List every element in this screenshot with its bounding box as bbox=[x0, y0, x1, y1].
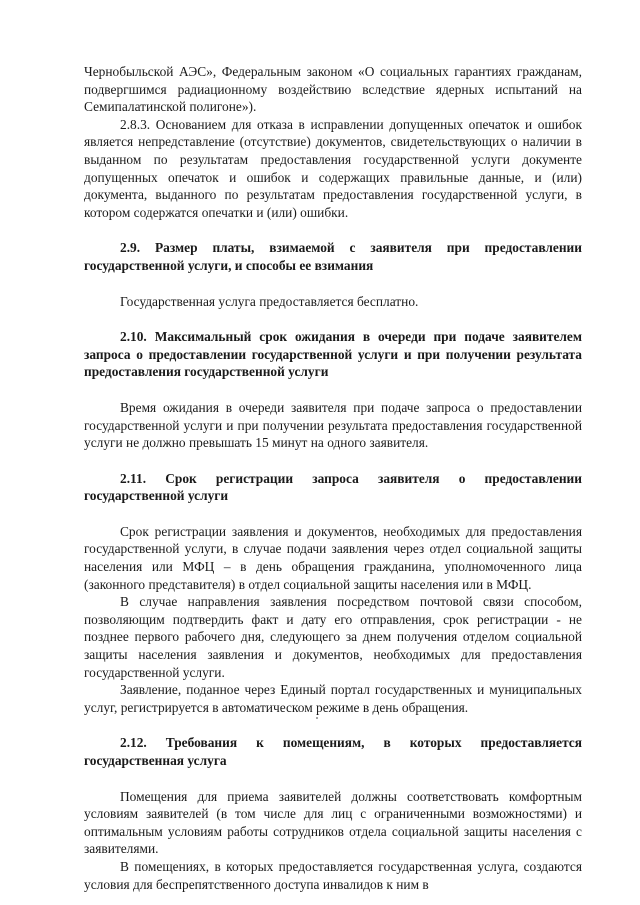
paragraph-2-8-3: 2.8.3. Основанием для отказа в исправлении допущенных опечаток и ошибок является непредставление (отсутствие) документов, свидетельствующих о наличии в выданном по результатам предоставления государственной услуги документе допущенных опечаток и ошибок и содержащих правильные данные, и (или) документа, выданного по результатам предоставления государственной услуги, в котором содержатся опечатки и (или) ошибки. bbox=[84, 116, 582, 220]
paragraph-premises-comfort: Помещения для приема заявителей должны соответствовать комфортным условиям заявителей (в том числе для лиц с ограниченными возможностями) и оптимальным условиям работы сотрудников отдела социальной защиты населения с заявителями. bbox=[84, 788, 582, 857]
heading-2-9: 2.9. Размер платы, взимаемой с заявителя при предоставлении государственной услуги, и способы ее взимания bbox=[84, 240, 582, 273]
paragraph-continuation: Чернобыльской АЭС», Федеральным законом «О социальных гарантиях гражданам, подвергшимся радиационному воздействию вследствие ядерных испытаний на Семипалатинской полигоне»). bbox=[84, 64, 582, 115]
document-body bbox=[84, 63, 582, 893]
paragraph-registration-term: Срок регистрации заявления и документов, необходимых для предоставления государственной услуги, в случае подачи заявления через отдел социальной защиты населения или МФЦ – в день обращения гражданина, уполномоченного лица (законного представителя) в отдел социальной защиты населения или в МФЦ. bbox=[84, 523, 582, 592]
heading-2-10: 2.10. Максимальный срок ожидания в очереди при подаче заявителем запроса о предоставлении государственной услуги и при получении результата предоставления государственной услуги bbox=[84, 329, 582, 380]
paragraph-portal-registration: Заявление, поданное через Единый портал государственных и муниципальных услуг, регистрируется в автоматическом режиме в день обращения. bbox=[84, 682, 582, 715]
heading-2-12: 2.12. Требования к помещениям, в которых предоставляется государственная услуга bbox=[84, 735, 582, 768]
heading-2-11: 2.11. Срок регистрации запроса заявителя о предоставлении государственной услуги bbox=[84, 470, 582, 504]
scan-speck bbox=[316, 717, 318, 719]
paragraph-postal-registration: В случае направления заявления посредством почтовой связи способом, позволяющим подтвердить факт и дату его отправления, срок регистрации - не позднее первого рабочего дня, следующего за днем получения отделом социальной защиты населения заявления и документов, необходимых для предоставления государственной услуги. bbox=[84, 594, 582, 680]
paragraph-waiting-time: Время ожидания в очереди заявителя при подаче запроса о предоставлении государственной услуги и при получении результата предоставления государственной услуги не должно превышать 15 минут на одного заявителя. bbox=[84, 399, 582, 451]
paragraph-free-service: Государственная услуга предоставляется бесплатно. bbox=[120, 293, 419, 309]
paragraph-premises-access: В помещениях, в которых предоставляется государственная услуга, создаются условия для беспрепятственного доступа инвалидов к ним в bbox=[84, 858, 582, 892]
